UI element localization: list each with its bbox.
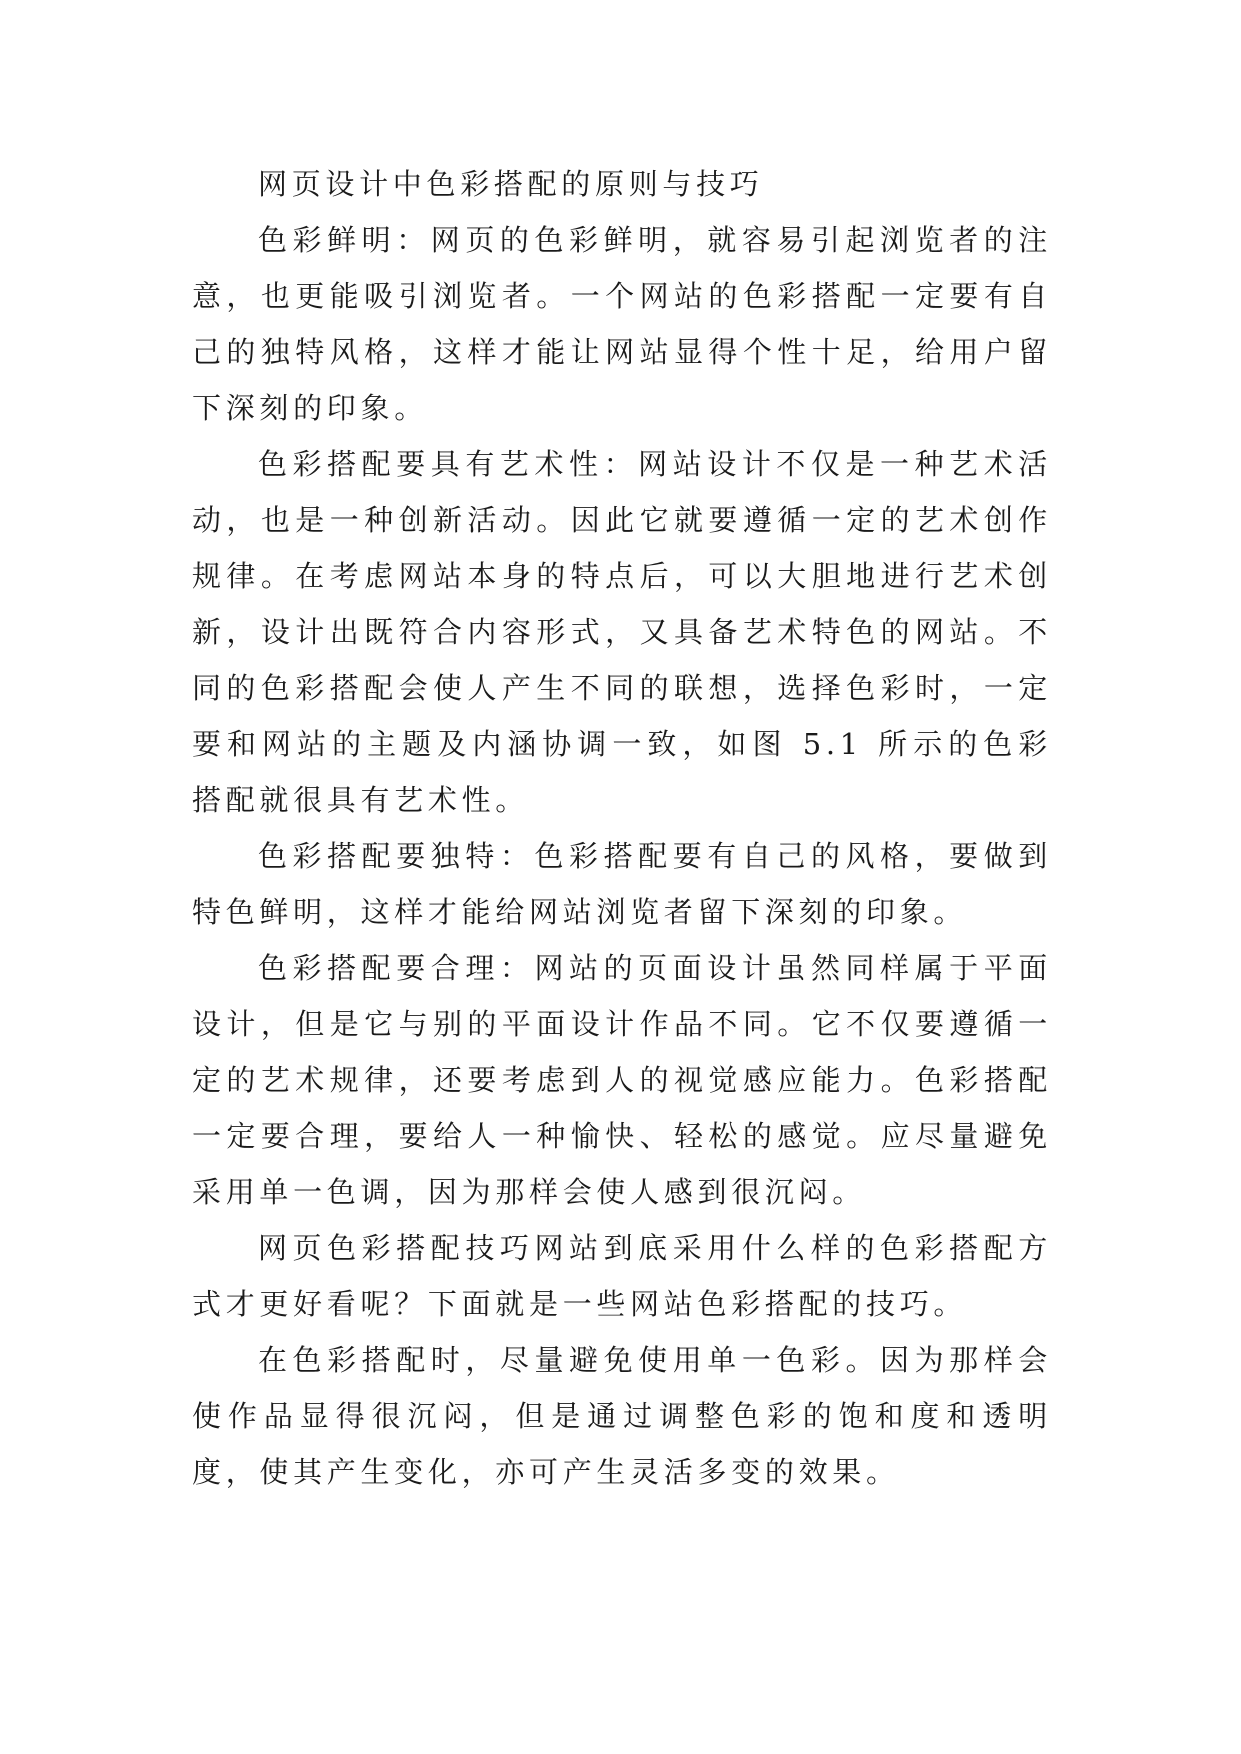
document-body [192, 156, 1052, 1500]
paragraph-artistic: 色彩搭配要具有艺术性：网站设计不仅是一种艺术活动，也是一种创新活动。因此它就要遵循一定的艺术创作规律。在考虑网站本身的特点后，可以大胆地进行艺术创新，设计出既符合内容形式，又具备艺术特色的网站。不同的色彩搭配会使人产生不同的联想，选择色彩时，一定要和网站的主题及内涵协调一致，如图 5.1 所示的色彩搭配就很具有艺术性。 [192, 447, 1052, 817]
paragraph-vivid-colors: 色彩鲜明：网页的色彩鲜明，就容易引起浏览者的注意，也更能吸引浏览者。一个网站的色彩搭配一定要有自己的独特风格，这样才能让网站显得个性十足，给用户留下深刻的印象。 [192, 223, 1052, 425]
paragraph-reasonable: 色彩搭配要合理：网站的页面设计虽然同样属于平面设计，但是它与别的平面设计作品不同。它不仅要遵循一定的艺术规律，还要考虑到人的视觉感应能力。色彩搭配一定要合理，要给人一种愉快、轻松的感觉。应尽量避免采用单一色调，因为那样会使人感到很沉闷。 [192, 951, 1052, 1209]
paragraph-tips-intro: 网页色彩搭配技巧网站到底采用什么样的色彩搭配方式才更好看呢？下面就是一些网站色彩搭配的技巧。 [192, 1231, 1052, 1321]
paragraph-unique: 色彩搭配要独特：色彩搭配要有自己的风格，要做到特色鲜明，这样才能给网站浏览者留下深刻的印象。 [192, 839, 1052, 929]
paragraph-tip-single-color: 在色彩搭配时，尽量避免使用单一色彩。因为那样会使作品显得很沉闷，但是通过调整色彩的饱和度和透明度，使其产生变化，亦可产生灵活多变的效果。 [192, 1343, 1052, 1489]
document-title: 网页设计中色彩搭配的原则与技巧 [258, 167, 764, 201]
